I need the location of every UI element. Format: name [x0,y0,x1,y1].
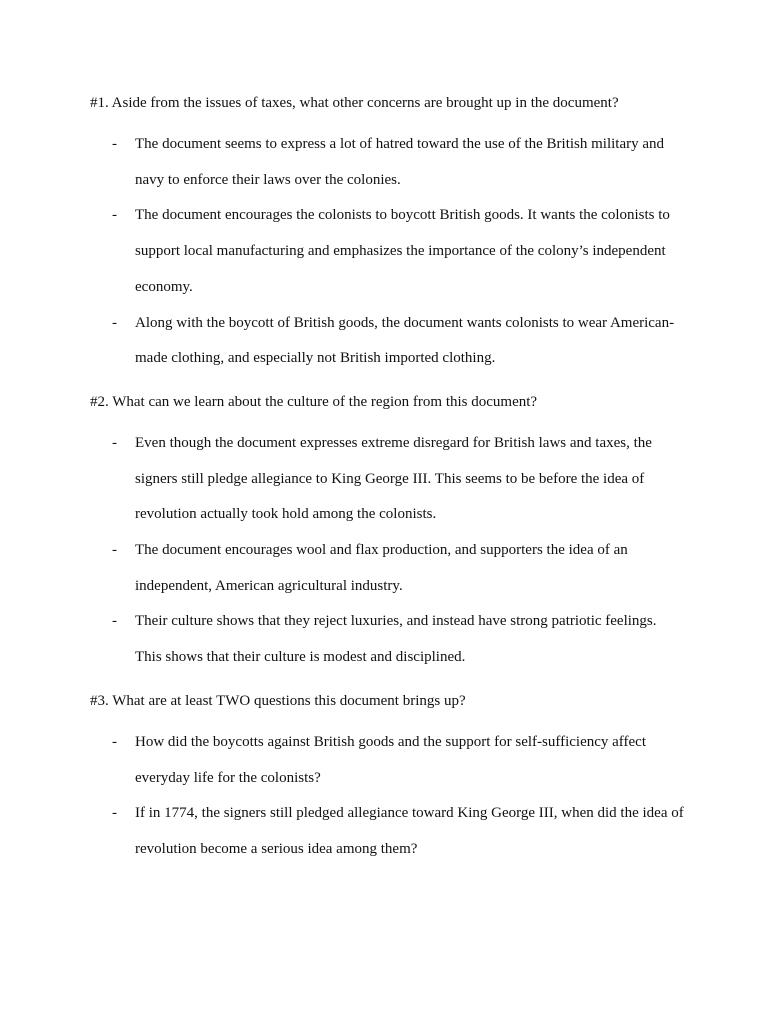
answer-item [90,306,690,377]
bullet-dash: - [112,613,117,630]
answer-text: Along with the boycott of British goods, the document wants colonists to wear American-made clothing, and especially not British imported clothing. [135,314,675,367]
answer-item [90,426,690,533]
answer-list-1 [90,127,690,377]
answer-text: The document encourages wool and flax production, and supporters the idea of an independent, American agricultural industry. [135,542,628,594]
answer-text: Even though the document expresses extreme disregard for British laws and taxes, the signers still pledge allegiance to King George III. This seems to be before the idea of revolution actually took hold among the colonists. [135,434,652,523]
answer-text: The document encourages the colonists to boycott British goods. It wants the colonists to support local manufacturing and emphasizes the importance of the colony’s independent economy. [135,207,670,295]
answer-list-3 [90,725,690,868]
answer-item [90,198,690,305]
document-body [90,92,690,882]
answer-text: The document seems to express a lot of hatred toward the use of the British military and navy to enforce their laws over the colonies. [135,136,665,188]
bullet-dash: - [112,314,117,331]
answer-item [90,725,690,796]
bullet-dash: - [112,733,117,750]
question-3: #3. What are at least TWO questions this document brings up? [90,692,466,709]
answer-text: If in 1774, the signers still pledged allegiance toward King George III, when did the idea of revolution become a serious idea among them? [135,805,684,857]
answer-item [90,796,690,867]
answer-item [90,533,690,604]
bullet-dash: - [112,434,117,451]
answer-item [90,604,690,675]
bullet-dash: - [112,805,117,822]
question-1: #1. Aside from the issues of taxes, what other concerns are brought up in the document? [90,95,619,111]
bullet-dash: - [112,542,117,559]
answer-list-2 [90,426,690,676]
bullet-dash: - [112,136,117,152]
answer-item [90,127,690,198]
question-2: #2. What can we learn about the culture of the region from this document? [90,393,538,410]
bullet-dash: - [112,207,117,224]
answer-text: How did the boycotts against British goods and the support for self-sufficiency affect everyday life for the colonists? [135,733,647,786]
answer-text: Their culture shows that they reject luxuries, and instead have strong patriotic feelings. This shows that their culture is modest and disciplined. [135,613,657,666]
